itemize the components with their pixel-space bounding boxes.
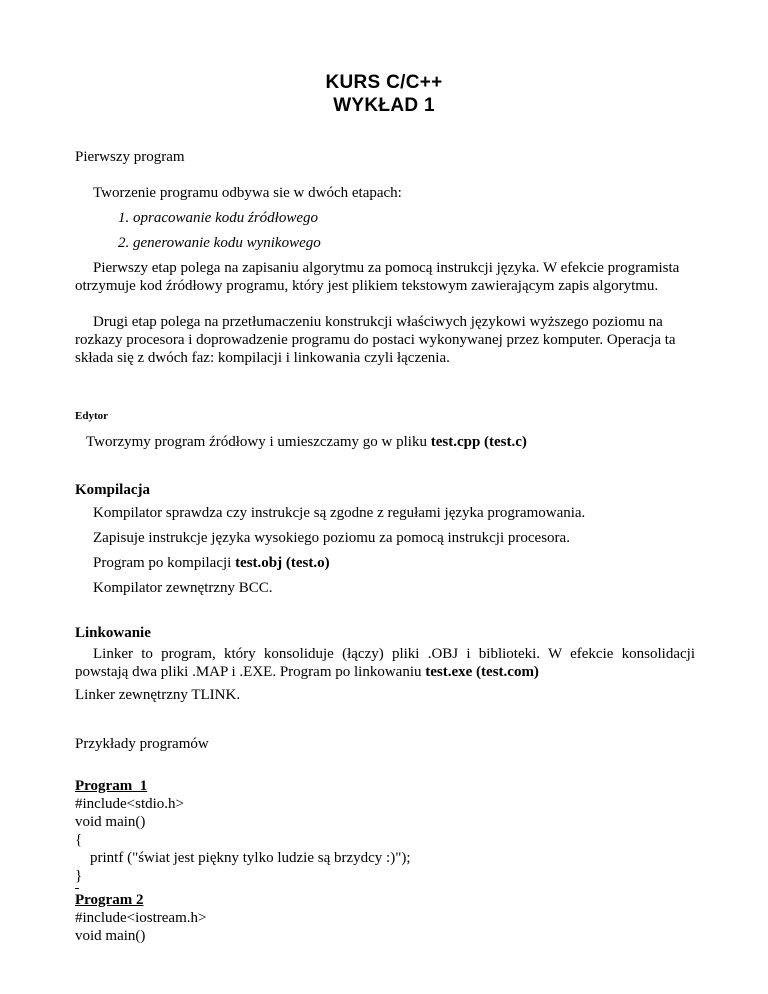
program-2-code-line: #include<iostream.h> [75, 910, 207, 926]
document-title-line1: KURS C/C++ [325, 72, 443, 93]
compilation-line-4: Kompilator zewnętrzny BCC. [93, 580, 273, 596]
document-title-line2: WYKŁAD 1 [333, 95, 435, 116]
paragraph-second-stage: Drugi etap polega na przetłumaczeniu konstrukcji właściwych językowi wyższego poziomu na rozkazy procesora i doprowadzenie programu do postaci wykonywanej przez komputer. Operacja ta składa się z dwóch faz: kompilacji i linkowania czyli łączenia. [75, 314, 676, 366]
linking-line-2: Linker zewnętrzny TLINK. [75, 687, 241, 703]
program-1-code-line: void main() [75, 814, 146, 830]
program-1-title: Program_1 [75, 778, 148, 794]
program-1-code-line: { [75, 832, 83, 848]
compilation-line-2: Zapisuje instrukcje języka wysokiego poziomu za pomocą instrukcji procesora. [93, 530, 570, 546]
program-1-code-line: #include<stdio.h> [75, 796, 184, 812]
step-1: 1. opracowanie kodu źródłowego [118, 210, 318, 226]
compilation-line-3-prefix: Program po kompilacji [93, 555, 236, 571]
editor-text [86, 433, 527, 451]
compilation-output-file: test.obj (test.o) [235, 555, 330, 571]
section-heading-first-program: Pierwszy program [75, 149, 185, 165]
program-2-code-line: void main() [75, 928, 146, 944]
program-1-code-line: } [75, 868, 83, 884]
linking-output-file: test.exe (test.com) [425, 664, 539, 680]
section-heading-linking: Linkowanie [75, 625, 151, 641]
section-heading-editor: Edytor [75, 410, 108, 422]
linking-paragraph [75, 645, 695, 681]
compilation-line-3 [93, 554, 330, 572]
section-heading-examples: Przykłady programów [75, 736, 209, 752]
program-1-code-line: printf ("świat jest piękny tylko ludzie są brzydcy :)"); [75, 850, 411, 866]
step-2: 2. generowanie kodu wynikowego [118, 235, 321, 251]
section-heading-compilation: Kompilacja [75, 482, 150, 498]
divider-mark [75, 888, 79, 889]
intro-lead: Tworzenie programu odbywa sie w dwóch etapach: [93, 185, 402, 201]
paragraph-first-stage: Pierwszy etap polega na zapisaniu algorytmu za pomocą instrukcji języka. W efekcie programista otrzymuje kod źródłowy programu, który jest plikiem tekstowym zawierającym zapis algorytmu. [75, 260, 680, 294]
editor-text-prefix: Tworzymy program źródłowy i umieszczamy go w pliku [86, 434, 431, 450]
editor-file-name: test.cpp (test.c) [430, 434, 527, 450]
program-2-title: Program 2 [75, 892, 144, 908]
linking-paragraph-text: Linker to program, który konsoliduje (łączy) pliki .OBJ i biblioteki. W efekcie konsolidacji powstają dwa pliki .MAP i .EXE. Program po linkowaniu [75, 646, 695, 680]
compilation-line-1: Kompilator sprawdza czy instrukcje są zgodne z regułami języka programowania. [93, 505, 586, 521]
